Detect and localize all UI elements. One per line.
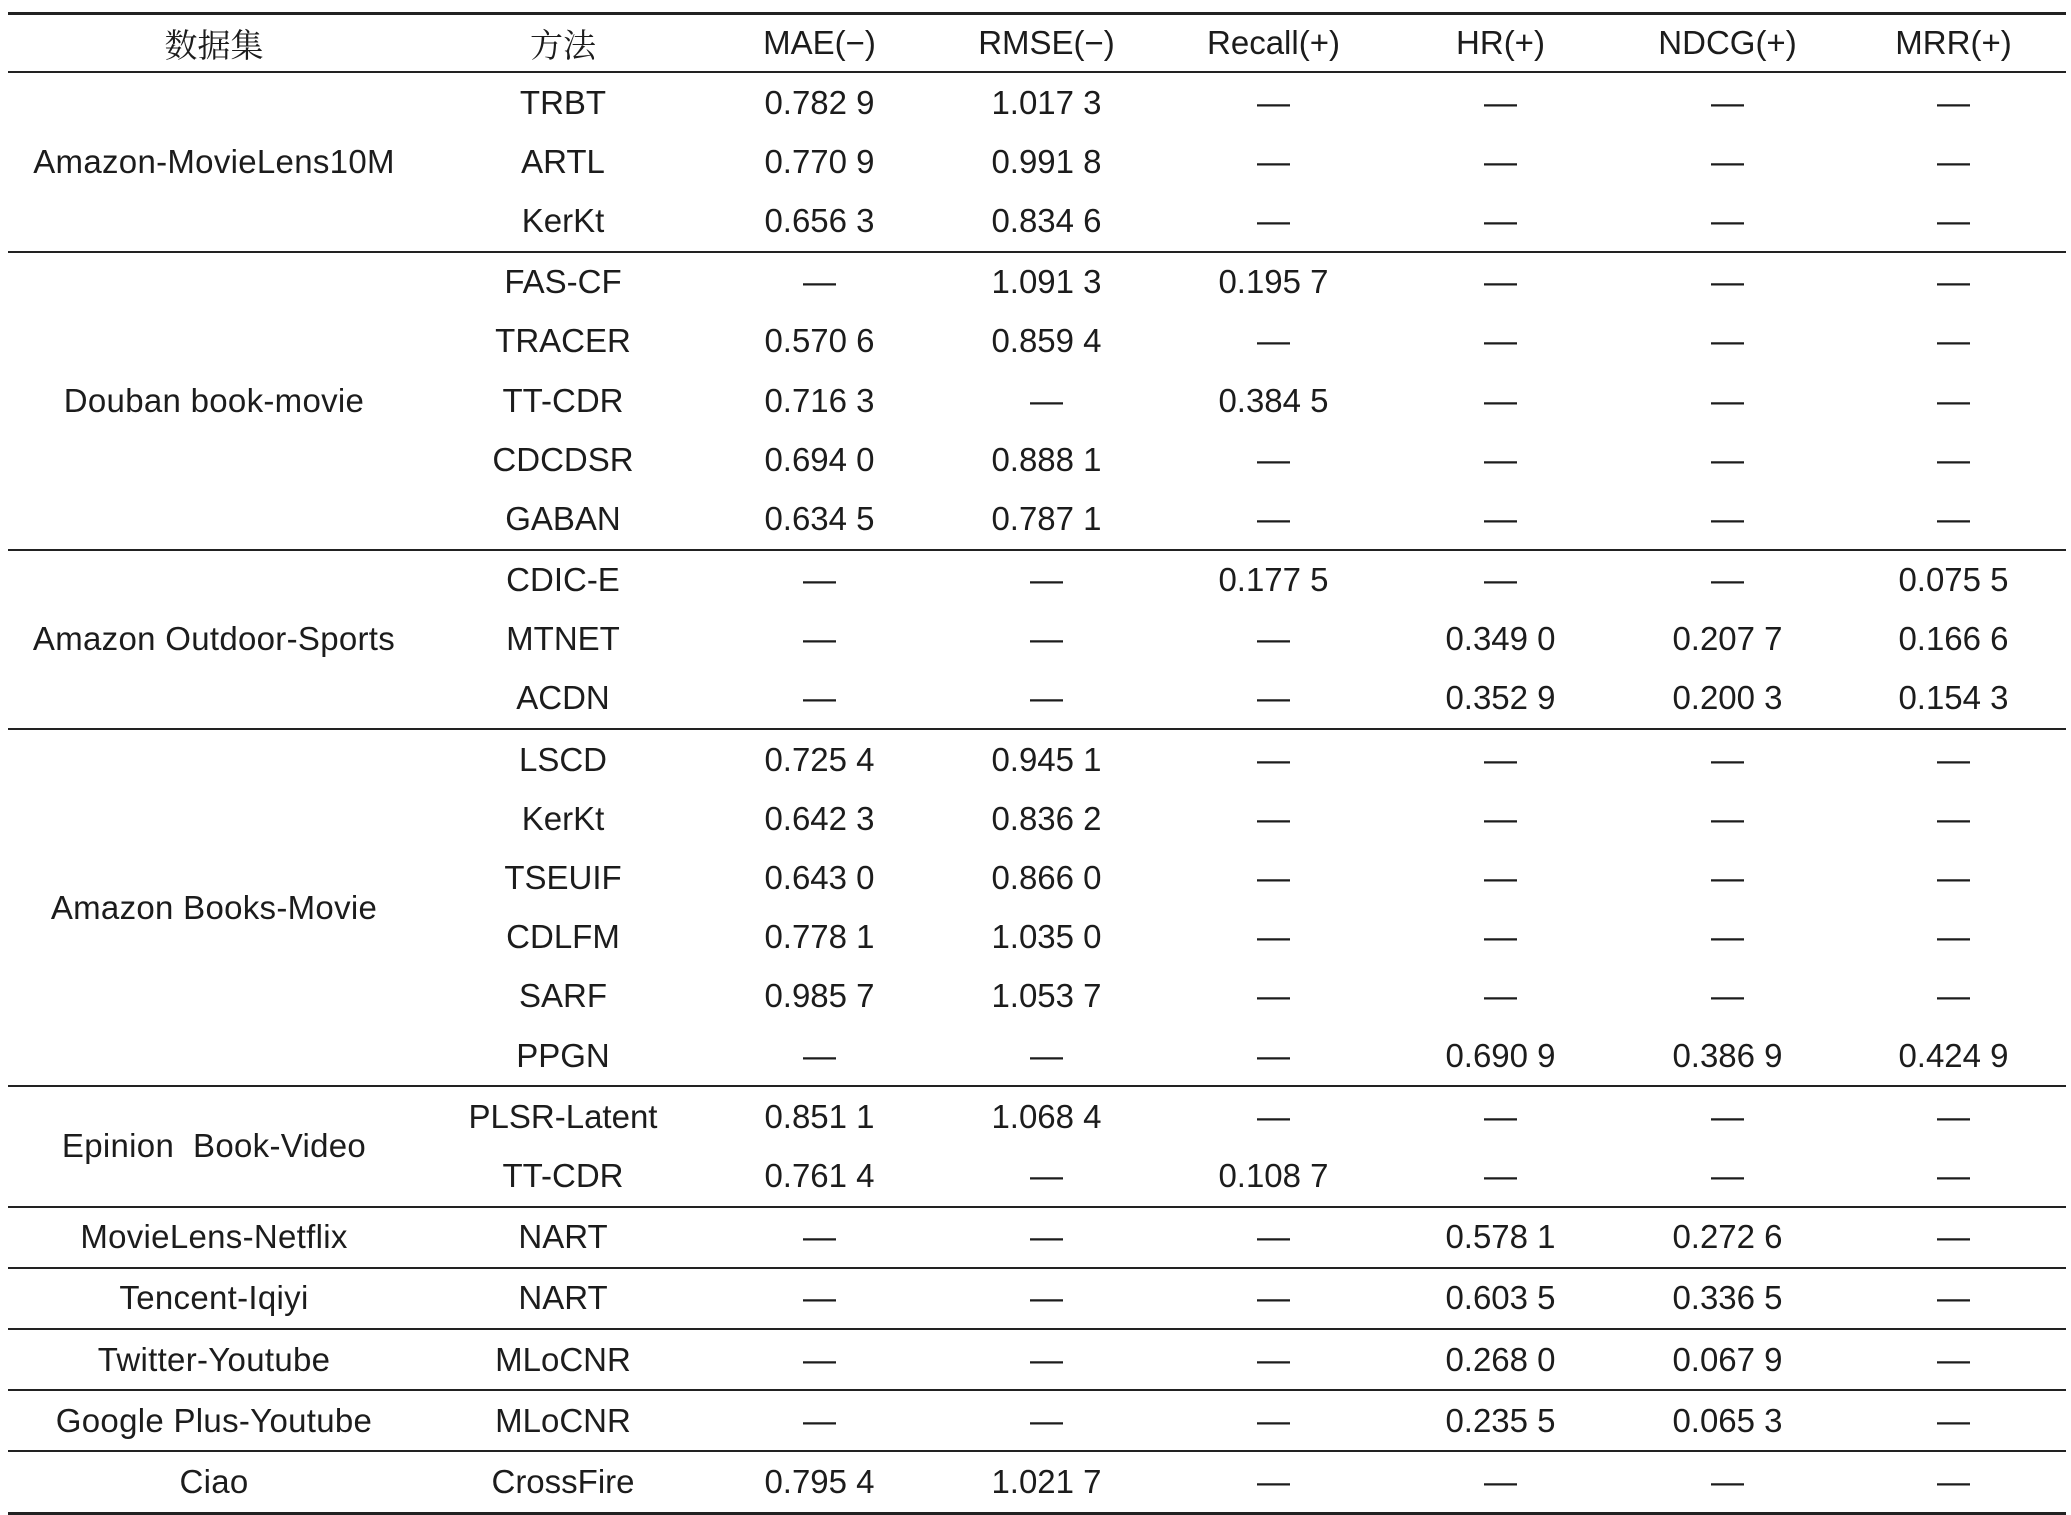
mae-cell: 0.770 9 [764,142,875,180]
method-cell: CDIC-E [420,550,706,610]
ndcg-cell: — [1711,499,1744,537]
header-recall: Recall(+) [1160,14,1387,73]
mae-cell: 0.642 3 [764,799,875,837]
hr-cell: — [1484,859,1517,897]
table-row [8,1451,2066,1513]
table-row [8,550,2066,610]
header-ndcg: NDCG(+) [1614,14,1841,73]
ndcg-cell: — [1711,440,1744,478]
rmse-cell: 0.836 2 [991,799,1102,837]
table-row [8,1329,2066,1390]
recall-cell: 0.384 5 [1218,381,1329,419]
dataset-cell: Twitter-Youtube [8,1329,420,1390]
mae-cell: 0.725 4 [706,729,933,789]
table-row [8,1268,2066,1329]
rmse-cell: 1.021 7 [933,1451,1160,1513]
method-cell: GABAN [505,499,621,537]
mae-cell: 0.656 3 [764,201,875,239]
mae-cell: — [706,1329,933,1390]
recall-cell: — [1257,679,1290,717]
method-cell: CDCDSR [492,440,634,478]
recall-cell: — [1160,72,1387,132]
method-cell: ACDN [516,679,610,717]
hr-cell: — [1484,977,1517,1015]
method-cell: CrossFire [420,1451,706,1513]
mae-cell: 0.782 9 [706,72,933,132]
method-cell: NART [420,1207,706,1268]
rmse-cell: — [933,1390,1160,1451]
recall-cell: — [1160,1390,1387,1451]
dataset-cell: MovieLens-Netflix [8,1207,420,1268]
header-mae: MAE(−) [706,14,933,73]
hr-cell: — [1484,1156,1517,1194]
recall-cell: — [1160,1268,1387,1329]
recall-cell: — [1257,799,1290,837]
recall-cell: — [1257,499,1290,537]
rmse-cell: 1.091 3 [933,252,1160,312]
mae-cell: 0.634 5 [764,499,875,537]
mrr-cell: — [1937,977,1970,1015]
rmse-cell: 0.787 1 [991,499,1102,537]
ndcg-cell: — [1711,1156,1744,1194]
rmse-cell: 0.888 1 [991,440,1102,478]
method-cell: ARTL [521,142,605,180]
ndcg-cell: — [1614,72,1841,132]
hr-cell: 0.352 9 [1445,679,1556,717]
hr-cell: 0.690 9 [1445,1036,1556,1074]
table-row [8,1086,2066,1146]
mrr-cell: — [1841,1329,2066,1390]
hr-cell: — [1387,550,1614,610]
method-cell: FAS-CF [420,252,706,312]
mae-cell: — [706,252,933,312]
ndcg-cell: — [1711,859,1744,897]
ndcg-cell: 0.200 3 [1672,679,1783,717]
results-table [8,12,2066,1515]
rmse-cell: 0.834 6 [991,201,1102,239]
dataset-cell: Douban book-movie [8,252,420,550]
mae-cell: 0.570 6 [764,322,875,360]
recall-cell: 0.108 7 [1218,1156,1329,1194]
mrr-cell: — [1841,252,2066,312]
table-row [8,252,2066,312]
mrr-cell: 0.075 5 [1841,550,2066,610]
hr-cell: — [1387,729,1614,789]
method-cell: TRACER [495,322,631,360]
ndcg-cell: — [1614,729,1841,789]
dataset-cell: Tencent-Iqiyi [8,1268,420,1329]
method-cell: NART [420,1268,706,1329]
dataset-cell: Google Plus-Youtube [8,1390,420,1451]
hr-cell: — [1387,1086,1614,1146]
hr-cell: 0.349 0 [1445,620,1556,658]
ndcg-cell: 0.067 9 [1614,1329,1841,1390]
mrr-cell: — [1841,72,2066,132]
rmse-cell: — [933,1329,1160,1390]
hr-cell: — [1484,440,1517,478]
rmse-cell: — [1030,1156,1063,1194]
hr-cell: — [1387,252,1614,312]
rmse-cell: — [1030,1036,1063,1074]
method-cell: TSEUIF [504,859,622,897]
hr-cell: — [1484,201,1517,239]
recall-cell: — [1257,859,1290,897]
rmse-cell: — [933,1268,1160,1329]
mrr-cell: — [1841,1390,2066,1451]
ndcg-cell: — [1711,977,1744,1015]
recall-cell: 0.195 7 [1160,252,1387,312]
rmse-cell: — [1030,679,1063,717]
recall-cell: — [1257,918,1290,956]
dataset-cell: Ciao [8,1451,420,1513]
method-cell: KerKt [521,799,605,837]
ndcg-cell: — [1614,1451,1841,1513]
header-hr: HR(+) [1387,14,1614,73]
table-row [8,72,2066,132]
method-cell: CDLFM [506,918,620,956]
ndcg-cell: — [1711,799,1744,837]
ndcg-cell: 0.386 9 [1672,1036,1783,1074]
mae-cell: — [706,550,933,610]
mae-cell: — [803,1036,836,1074]
header-mrr: MRR(+) [1841,14,2066,73]
method-cell: PPGN [516,1036,610,1074]
mrr-cell: — [1841,1207,2066,1268]
recall-cell: — [1257,977,1290,1015]
rmse-cell: 0.866 0 [991,859,1102,897]
hr-cell: — [1387,1451,1614,1513]
hr-cell: 0.603 5 [1387,1268,1614,1329]
mae-cell: — [706,1390,933,1451]
ndcg-cell: — [1711,918,1744,956]
hr-cell: — [1484,381,1517,419]
rmse-cell: — [1030,381,1063,419]
dataset-cell: Epinion Book-Video [8,1086,420,1206]
rmse-cell: 1.017 3 [933,72,1160,132]
mrr-cell: — [1937,499,1970,537]
method-cell: TT-CDR [502,381,624,419]
mae-cell: — [706,1268,933,1329]
method-cell: MLoCNR [420,1390,706,1451]
recall-cell: 0.177 5 [1160,550,1387,610]
table-body [8,72,2066,1513]
method-cell: PLSR-Latent [420,1086,706,1146]
method-cell: MLoCNR [420,1329,706,1390]
mae-cell: 0.851 1 [706,1086,933,1146]
mrr-cell: — [1841,729,2066,789]
table-row [8,1390,2066,1451]
mrr-cell: — [1841,1268,2066,1329]
mae-cell: — [803,679,836,717]
mrr-cell: — [1937,142,1970,180]
hr-cell: — [1484,322,1517,360]
recall-cell: — [1257,620,1290,658]
recall-cell: — [1257,1036,1290,1074]
rmse-cell: 1.053 7 [991,977,1102,1015]
mrr-cell: 0.166 6 [1898,620,2009,658]
header-rmse: RMSE(−) [933,14,1160,73]
mrr-cell: — [1937,322,1970,360]
rmse-cell: — [1030,620,1063,658]
mrr-cell: — [1937,201,1970,239]
method-cell: LSCD [420,729,706,789]
mae-cell: 0.985 7 [764,977,875,1015]
rmse-cell: 1.068 4 [933,1086,1160,1146]
mrr-cell: — [1937,918,1970,956]
mrr-cell: — [1937,859,1970,897]
rmse-cell: 0.859 4 [991,322,1102,360]
hr-cell: — [1484,918,1517,956]
rmse-cell: — [933,550,1160,610]
ndcg-cell: — [1614,550,1841,610]
dataset-cell: Amazon Books-Movie [8,729,420,1086]
method-cell: TRBT [420,72,706,132]
mrr-cell: 0.424 9 [1898,1036,2009,1074]
hr-cell: — [1484,799,1517,837]
header-row [8,14,2066,73]
mrr-cell: — [1937,381,1970,419]
hr-cell: 0.578 1 [1387,1207,1614,1268]
recall-cell: — [1160,1086,1387,1146]
mrr-cell: 0.154 3 [1898,679,2009,717]
recall-cell: — [1160,1207,1387,1268]
ndcg-cell: 0.065 3 [1614,1390,1841,1451]
recall-cell: — [1160,729,1387,789]
ndcg-cell: — [1711,201,1744,239]
method-cell: TT-CDR [502,1156,624,1194]
mae-cell: 0.694 0 [764,440,875,478]
table-row [8,1207,2066,1268]
ndcg-cell: 0.272 6 [1614,1207,1841,1268]
mae-cell: 0.761 4 [764,1156,875,1194]
ndcg-cell: 0.336 5 [1614,1268,1841,1329]
dataset-cell: Amazon-MovieLens10M [8,72,420,252]
method-cell: MTNET [506,620,620,658]
ndcg-cell: — [1711,142,1744,180]
recall-cell: — [1257,322,1290,360]
ndcg-cell: — [1711,381,1744,419]
mrr-cell: — [1937,799,1970,837]
method-cell: KerKt [521,201,605,239]
hr-cell: — [1484,142,1517,180]
table-row [8,729,2066,789]
recall-cell: — [1257,201,1290,239]
hr-cell: 0.268 0 [1387,1329,1614,1390]
rmse-cell: 1.035 0 [991,918,1102,956]
mrr-cell: — [1937,1156,1970,1194]
mrr-cell: — [1937,440,1970,478]
recall-cell: — [1257,142,1290,180]
hr-cell: — [1484,499,1517,537]
mae-cell: — [803,620,836,658]
header-method: 方法 [420,14,706,73]
header-dataset: 数据集 [8,14,420,73]
mae-cell: 0.643 0 [764,859,875,897]
ndcg-cell: — [1711,322,1744,360]
mae-cell: 0.778 1 [764,918,875,956]
recall-cell: — [1160,1329,1387,1390]
mae-cell: 0.795 4 [706,1451,933,1513]
hr-cell: 0.235 5 [1387,1390,1614,1451]
mrr-cell: — [1841,1086,2066,1146]
rmse-cell: 0.991 8 [991,142,1102,180]
recall-cell: — [1160,1451,1387,1513]
rmse-cell: 0.945 1 [933,729,1160,789]
ndcg-cell: — [1614,252,1841,312]
recall-cell: — [1257,440,1290,478]
mae-cell: — [706,1207,933,1268]
mae-cell: 0.716 3 [764,381,875,419]
hr-cell: — [1387,72,1614,132]
method-cell: SARF [518,977,607,1015]
dataset-cell: Amazon Outdoor-Sports [8,550,420,730]
mrr-cell: — [1841,1451,2066,1513]
ndcg-cell: — [1614,1086,1841,1146]
ndcg-cell: 0.207 7 [1672,620,1783,658]
rmse-cell: — [933,1207,1160,1268]
